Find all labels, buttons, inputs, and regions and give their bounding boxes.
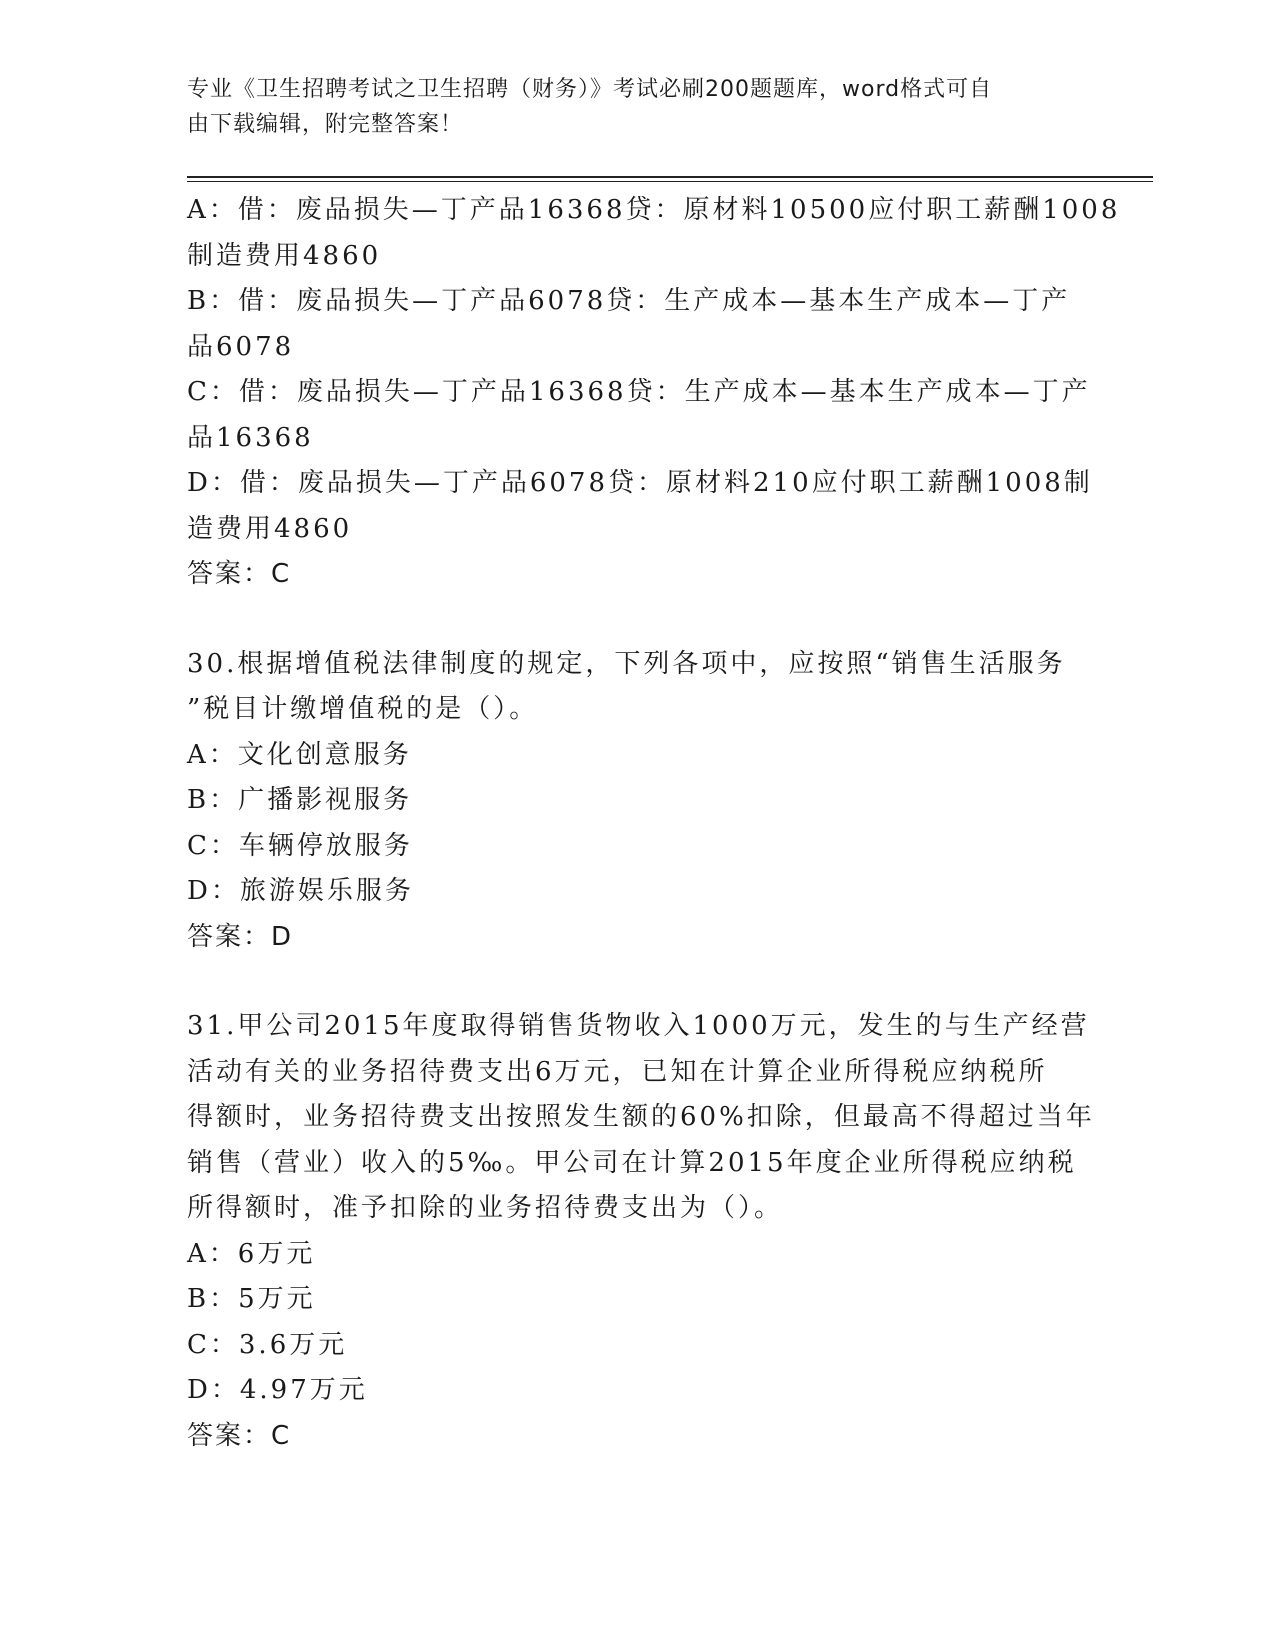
- question-30-stem-line-2: ”税目计缴增值税的是（）。: [187, 694, 539, 724]
- option-a-line-1: A：借：废品损失—丁产品16368贷：原材料10500应付职工薪酬1008: [187, 195, 1121, 225]
- question-31-stem-line-3: 得额时，业务招待费支出按照发生额的60%扣除，但最高不得超过当年: [187, 1102, 1095, 1132]
- question-31-stem-line-5: 所得额时，准予扣除的业务招待费支出为（）。: [187, 1193, 784, 1223]
- option-b-line-2: 品6078: [187, 331, 295, 362]
- option-b: B：5万元: [187, 1284, 316, 1314]
- option-b: B：广播影视服务: [187, 785, 413, 815]
- option-c-line-1: C：借：废品损失—丁产品16368贷：生产成本—基本生产成本—丁产: [187, 377, 1091, 407]
- option-d-line-1: D：借：废品损失—丁产品6078贷：原材料210应付职工薪酬1008制: [187, 468, 1093, 498]
- header-rule-thick: [187, 176, 1153, 178]
- option-c: C：3.6万元: [187, 1329, 348, 1360]
- question-31-stem-line-4: 销售（营业）收入的5‰。甲公司在计算2015年度企业所得税应纳税: [187, 1147, 1077, 1178]
- option-b-line-1: B：借：废品损失—丁产品6078贷：生产成本—基本生产成本—丁产: [187, 286, 1071, 316]
- option-d: D：4.97万元: [187, 1375, 368, 1405]
- question-30-stem-line-1: 30.根据增值税法律制度的规定，下列各项中，应按照“销售生活服务: [187, 648, 1066, 679]
- option-a: A：文化创意服务: [187, 739, 412, 770]
- question-31: [187, 1004, 1095, 1459]
- question-30: [187, 642, 1087, 961]
- header-rule-thin: [187, 181, 1153, 182]
- option-d-line-2: 造费用4860: [187, 513, 353, 544]
- answer-30: 答案：D: [187, 921, 294, 952]
- option-c: C：车辆停放服务: [187, 830, 413, 861]
- question-29-options: [187, 188, 1121, 598]
- spacer: [187, 960, 1087, 1004]
- question-31-stem-line-2: 活动有关的业务招待费支出6万元，已知在计算企业所得税应纳税所: [187, 1056, 1048, 1087]
- option-a-line-2: 制造费用4860: [187, 240, 382, 271]
- option-c-line-2: 品16368: [187, 422, 314, 453]
- answer-31: 答案：C: [187, 1420, 292, 1451]
- option-d: D：旅游娱乐服务: [187, 876, 414, 906]
- spacer: [187, 598, 1087, 642]
- option-a: A：6万元: [187, 1238, 316, 1269]
- document-header: [187, 72, 1067, 142]
- answer-29: 答案：C: [187, 559, 292, 589]
- header-line-2: 由下载编辑，附完整答案！: [187, 112, 464, 137]
- question-31-stem-line-1: 31.甲公司2015年度取得销售货物收入1000万元，发生的与生产经营: [187, 1011, 1090, 1041]
- document-body: [187, 188, 1121, 1459]
- header-line-1: 专业《卫生招聘考试之卫生招聘（财务）》考试必刷200题题库，word格式可自: [187, 77, 993, 102]
